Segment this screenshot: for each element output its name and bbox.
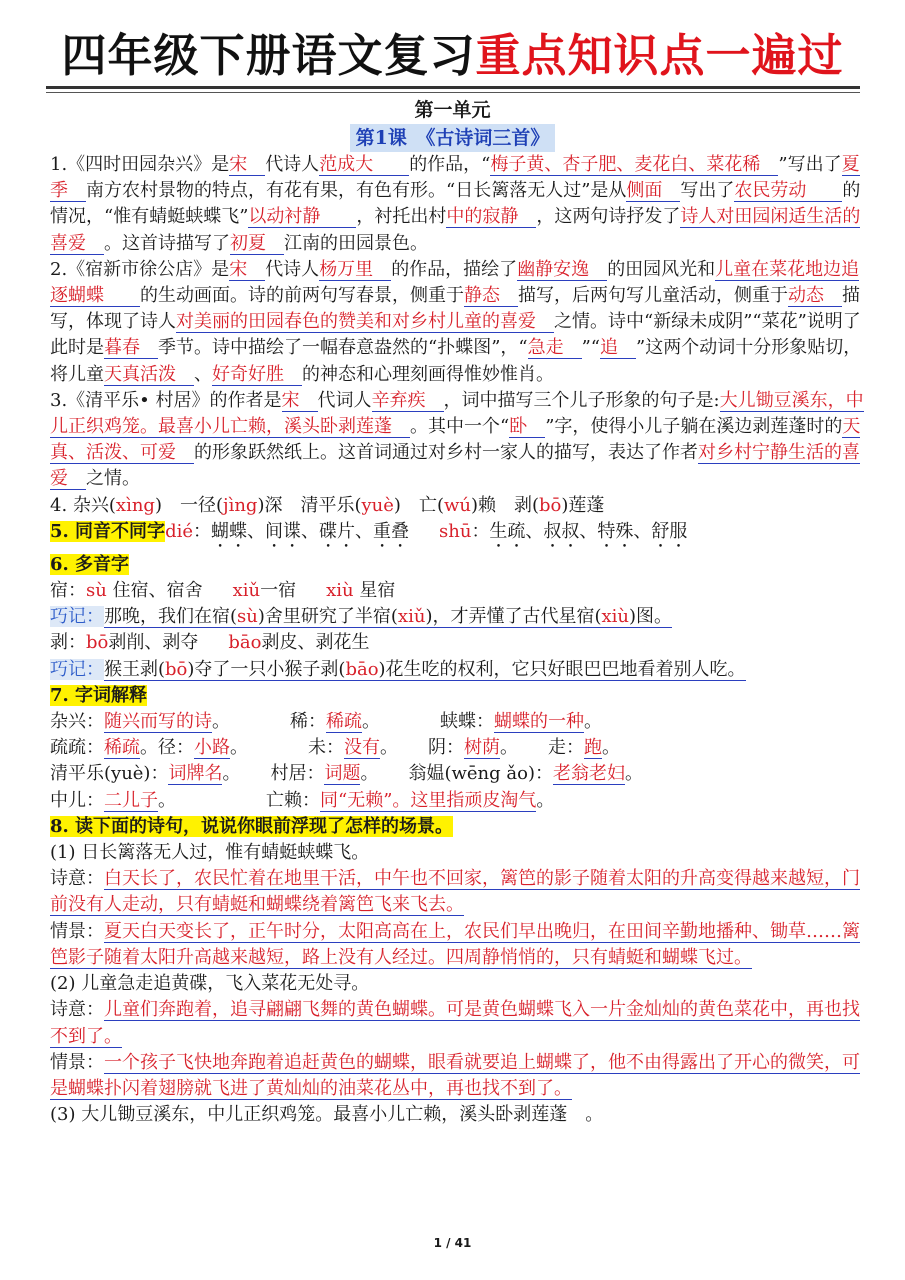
answer: 以动衬静 xyxy=(248,206,357,228)
poem-line-1: (1) 日长篱落无人过，惟有蜻蜓蛱蝶飞。 xyxy=(50,842,370,864)
section-heading: 5. 同音不同字 xyxy=(50,520,166,542)
answer: 儿童在菜花地边追逐蝴蝶 xyxy=(50,258,860,307)
poem-2-meaning: 诗意：儿童们奔跑着，追寻翩翩飞舞的黄色蝴蝶。可是黄色蝴蝶飞入一片金灿灿的黄色菜花中，再也找不到了。 xyxy=(50,999,860,1047)
paragraph-3: 3.《清平乐• 村居》的作者是宋 代词人辛弃疾 ，词中描写三个儿子形象的句子是:大儿锄豆溪东，中儿正织鸡笼。最喜小儿亡赖，溪头卧剥莲蓬 。其中一个“卧 ”字，使得小儿子躺在溪边剥莲蓬时的天真、活泼、可爱 的形象跃然纸上。这首词通过对乡村一家人的描写，表达了作者对乡村宁静生活的喜爱 之情。 xyxy=(50,389,864,490)
answer: 对美丽的田园春色的赞美和对乡村儿童的喜爱 xyxy=(176,311,554,333)
answer: 初夏 xyxy=(230,232,284,254)
pinyin: bō xyxy=(539,494,562,516)
answer: 暮春 xyxy=(104,337,158,359)
title-red-part: 重点知识点一遍过 xyxy=(475,29,844,82)
paragraph-5-homophones: 5. 同音不同字dié：蝴蝶、间谍、碟片、重叠 shū：生疏、叔叔、特殊、舒服 xyxy=(50,520,688,542)
answer: 天真、活泼、可爱 xyxy=(50,416,861,464)
mnemonic-bo: 巧记：猴王剥(bō)夺了一只小猴子剥(bāo)花生吃的权利，它只好眼巴巴地看着别人吃。 xyxy=(50,658,746,680)
section-heading: 6. 多音字 xyxy=(50,553,130,575)
answer: 诗人对田园闲适生活的喜爱 xyxy=(50,206,861,254)
page-number: 1 / 41 xyxy=(433,1236,472,1250)
pinyin: xiù xyxy=(326,580,354,602)
paragraph-4-pinyin: 4. 杂兴(xìng) 一径(jìng)深 清平乐(yuè) 亡(wú)赖 剥(bō)莲蓬 xyxy=(50,494,605,516)
pinyin: xiǔ xyxy=(232,580,261,602)
pinyin: sù xyxy=(86,580,107,602)
answer: 辛弃疾 xyxy=(371,389,444,411)
pinyin: dié xyxy=(165,520,193,542)
glossary-row-3: 清平乐(yuè)：词牌名。 村居：词题。 翁媪(wēng ǎo)：老翁老妇。 xyxy=(50,763,643,785)
document-body xyxy=(50,152,864,1128)
glossary-row-2: 疏疏：稀疏。径：小路。 未：没有。 阴：树荫。 走：跑。 xyxy=(50,737,620,759)
pinyin: wú xyxy=(443,494,471,516)
paragraph-7-heading xyxy=(50,683,864,709)
polyphone-su: 宿：sù 住宿、宿舍 xiǔ一宿 xiù 星宿 xyxy=(50,580,396,602)
pinyin: jìng xyxy=(223,494,258,516)
mnemonic-su: 巧记：那晚，我们在宿(sù)舍里研究了半宿(xiǔ)，才弄懂了古代星宿(xiù)图。 xyxy=(50,606,673,628)
glossary-row-1: 杂兴：随兴而写的诗。 稀：稀疏。 蛱蝶：蝴蝶的一种。 xyxy=(50,711,602,733)
title-black-part: 四年级下册语文复习 xyxy=(61,29,476,82)
pinyin: xìng xyxy=(115,494,155,516)
lesson-title: 第1课 《古诗词三首》 xyxy=(350,124,556,152)
answer: 大儿锄豆溪东，中儿正织鸡笼。最喜小儿亡赖，溪头卧剥莲蓬 xyxy=(50,389,864,438)
paragraph-1: 1.《四时田园杂兴》是宋 代诗人范成大 的作品，“梅子黄、杏子肥、麦花白、菜花稀 ”写出了夏季 南方农村景物的特点，有花有果，有色有形。“日长篱落无人过”是从侧面 写出了农民劳动 的情况，“惟有蜻蜓蛱蝶飞”以动衬静 ，衬托出村中的寂静 ，这两句诗抒发了诗人对田园闲适生活的喜爱 。这首诗描写了初夏 江南的田园景色。 xyxy=(50,154,861,254)
answer: 范成大 xyxy=(319,154,410,175)
tip-label: 巧记： xyxy=(50,658,104,680)
answer: 好奇好胜 xyxy=(212,363,302,385)
title-rule-thick xyxy=(46,86,860,89)
answer: 夏季 xyxy=(50,154,860,202)
pinyin: bāo xyxy=(228,632,262,654)
answer: 急走 xyxy=(527,337,582,359)
answer: 静态 xyxy=(464,285,518,307)
answer: 宋 xyxy=(229,258,266,280)
answer: 追 xyxy=(600,337,637,359)
answer: 梅子黄、杏子肥、麦花白、菜花稀 xyxy=(490,154,779,175)
section-heading: 7. 字词解释 xyxy=(50,684,148,706)
answer: 宋 xyxy=(229,154,266,175)
pinyin: shū xyxy=(439,520,472,542)
poem-1-scene: 情景：夏天白天变长了，正午时分，太阳高高在上，农民们早出晚归，在田间辛勤地播种、锄草……篱笆影子随着太阳升高越来越短，路上没有人经过。四周静悄悄的，只有蜻蜓和蝴蝶飞过。 xyxy=(50,920,860,968)
page-title xyxy=(0,28,905,84)
pinyin: yuè xyxy=(361,494,394,516)
poem-line-2: (2) 儿童急走追黄碟，飞入菜花无处寻。 xyxy=(50,973,370,995)
answer: 农民劳动 xyxy=(734,180,843,202)
answer: 杨万里 xyxy=(319,258,392,280)
polyphone-bo: 剥：bō剥削、剥夺 bāo剥皮、剥花生 xyxy=(50,632,370,654)
answer: 中的寂静 xyxy=(446,206,537,228)
tip-label: 巧记： xyxy=(50,606,104,628)
answer: 动态 xyxy=(788,285,842,307)
poem-2-scene: 情景：一个孩子飞快地奔跑着追赶黄色的蝴蝶，眼看就要追上蝴蝶了，他不由得露出了开心的微笑，可是蝴蝶扑闪着翅膀就飞进了黄灿灿的油菜花丛中，再也找不到了。 xyxy=(50,1051,860,1099)
poem-1-meaning: 诗意：白天长了，农民忙着在地里干活，中午也不回家，篱笆的影子随着太阳的升高变得越来越短，门前没有人走动，只有蜻蜓和蝴蝶绕着篱笆飞来飞去。 xyxy=(50,868,860,916)
poem-line-3: (3) 大儿锄豆溪东，中儿正织鸡笼。最喜小儿亡赖，溪头卧剥莲蓬 。 xyxy=(50,1104,604,1126)
answer: 天真活泼 xyxy=(104,363,194,385)
paragraph-2: 2.《宿新市徐公店》是宋 代诗人杨万里 的作品，描绘了幽静安逸 的田园风光和儿童在菜花地边追逐蝴蝶 的生动画面。诗的前两句写春景，侧重于静态 描写，后两句写儿童活动，侧重于动态 描写，体现了诗人对美丽的田园春色的赞美和对乡村儿童的喜爱 之情。诗中“新绿未成阴”“菜花”说明了此时是暮春 季节。诗中描绘了一幅春意盎然的“扑蝶图”，“急走 ”“追 ”这两个动词十分形象贴切，将儿童天真活泼 、好奇好胜 的神态和心理刻画得惟妙惟肖。 xyxy=(50,258,862,385)
title-rule-thin xyxy=(46,92,860,93)
answer: 对乡村宁静生活的喜爱 xyxy=(50,442,860,490)
lesson-heading xyxy=(0,124,905,153)
section-heading: 8. 读下面的诗句，说说你眼前浮现了怎样的场景。 xyxy=(50,815,454,837)
paragraph-8-heading xyxy=(50,814,864,840)
answer: 卧 xyxy=(509,416,546,438)
pinyin: bō xyxy=(86,632,109,654)
answer: 幽静安逸 xyxy=(517,258,608,280)
unit-heading: 第一单元 xyxy=(414,99,491,121)
answer: 宋 xyxy=(281,389,318,411)
glossary-row-4: 中儿：二儿子。 亡赖：同“无赖”。这里指顽皮淘气。 xyxy=(50,789,555,811)
paragraph-6-heading xyxy=(50,552,864,578)
answer: 侧面 xyxy=(626,180,681,202)
